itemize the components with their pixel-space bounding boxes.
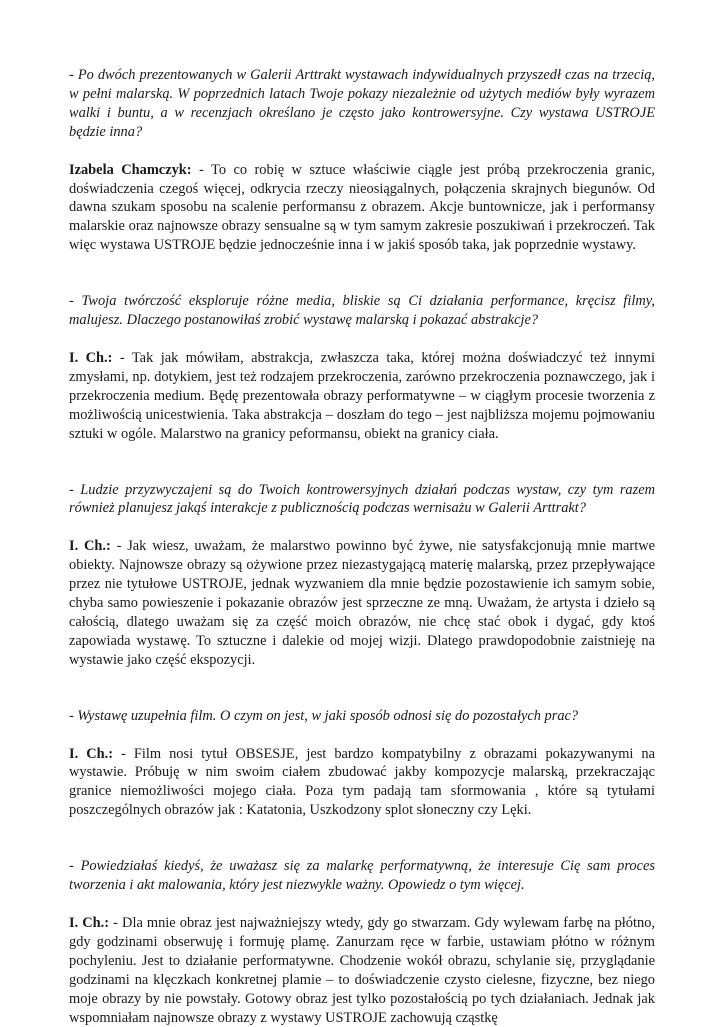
speaker-4: I. Ch.: [69,745,114,762]
document-page [69,66,655,1027]
speaker-5: I. Ch.: [69,915,110,931]
answer-2 [69,349,655,444]
answer-4 [69,745,655,821]
question-5: - Powiedziałaś kiedyś, że uważasz się za malarkę performatywną, że interesuje Cię sam proces tworzenia i akt malowania, który jest niezwykle ważny. Opowiedz o tym więcej. [69,858,655,894]
answer-3-text: - Jak wiesz, uważam, że malarstwo powinno być żywe, nie satysfakcjonują mnie martwe obiekty. Najnowsze obrazy są ożywione przez niezastygającą materię malarską, przez przepływające przez nie tytułowe USTROJE, jednak wyzwaniem dla mnie będzie pozostawienie ich samym sobie, chyba samo powieszenie i pokazanie obrazów jest sprzeczne ze mną. Uważam, że artysta i dzieło są całością, dlatego uważam się za część moich obrazów, nie chcę stać obok i dygać, gdy ktoś zapowiada wystawę. To sztuczne i dalekie od mojej wizji. Dlatego prawdopodobnie zaistnieję na wystawie jako część ekspozycji. [69,538,655,668]
speaker-1: Izabela Chamczyk: [69,161,192,178]
answer-3 [69,537,655,669]
question-2: - Twoja twórczość eksploruje różne media, bliskie są Ci działania performance, kręcisz filmy, malujesz. Dlaczego postanowiłaś zrobić wystawę malarską i pokazać abstrakcje? [69,293,655,329]
answer-2-text: - Tak jak mówiłam, abstrakcja, zwłaszcza taka, której można doświadczyć też innymi zmysłami, np. dotykiem, jest też rodzajem przekroczenia, zarówno przekroczenia poznawczego, jak i przekroczenia medium. Będę prezentowała obrazy performatywne – w ciągłym procesie tworzenia z możliwością unicestwienia. Taka abstrakcja – doszłam do tego – jest najbliższa mojemu pojmowaniu sztuki w ogóle. Malarstwo na granicy peformansu, obiekt na granicy ciała. [69,349,655,442]
question-4: - Wystawę uzupełnia film. O czym on jest, w jaki sposób odnosi się do pozostałych prac? [69,707,579,724]
answer-5-text: - Dla mnie obraz jest najważniejszy wtedy, gdy go stwarzam. Gdy wylewam farbę na płótno, gdy godzinami obserwuję i formuję plamę. Zanurzam ręce w farbie, ustawiam płótno w różnym pochyleniu. Jest to działanie performatywne. Chodzenie wokół obrazu, schylanie się, przyglądanie godzinami na klęczkach konkretnej plamie – to doświadczenie czysto cielesne, fizyczne, bez niego moje obrazy by nie powstały. Gotowy obraz jest tylko pozostałością po tych działaniach. Jednak jak wspomniałam najnowsze obrazy z wystawy USTROJE zachowują cząstkę [69,915,655,1026]
answer-4-text: - Film nosi tytuł OBSESJE, jest bardzo kompatybilny z obrazami pokazywanymi na wystawie. Próbuję w nim swoim ciałem zbudować jakby kompozycje malarską, przekraczając granice niemożliwości mojego ciała. Poza tym padają tam sformowania , które są tytułami poszczególnych obrazów jak : Katatonia, Uszkodzony splot słoneczny czy Lęki. [69,745,655,819]
answer-5 [69,914,655,1027]
answer-1-text: - To co robię w sztuce właściwie ciągle jest próbą przekroczenia granic, doświadczenia czegoś więcej, odkrycia rzeczy nieosiągalnych, połączenia skrajnych biegunów. Od dawna szukam sposobu na scalenie performansu z obrazem. Akcje buntownicze, jak i performansy malarskie oraz najnowsze obrazy sensualne są w tym samym zakresie poszukiwań i przekroczeń. Tak więc wystawa USTROJE będzie jednocześnie inna i w jakiś sposób taka, jak poprzednie wystawy. [69,161,655,254]
speaker-3: I. Ch.: [69,538,111,555]
question-3: - Ludzie przyzwyczajeni są do Twoich kontrowersyjnych działań podczas wystaw, czy tym razem również planujesz jakąś interakcje z publicznością podczas wernisażu w Galerii Arttrakt? [69,481,655,517]
answer-1 [69,161,655,256]
question-1: - Po dwóch prezentowanych w Galerii Arttrakt wystawach indywidualnych przyszedł czas na trzecią, w pełni malarską. W poprzednich latach Twoje pokazy niezależnie od użytych mediów były wyrazem walki i buntu, a w recenzjach określano je często jako kontrowersyjne. Czy wystawa USTROJE będzie inna? [69,67,655,140]
speaker-2: I. Ch.: [69,349,113,366]
